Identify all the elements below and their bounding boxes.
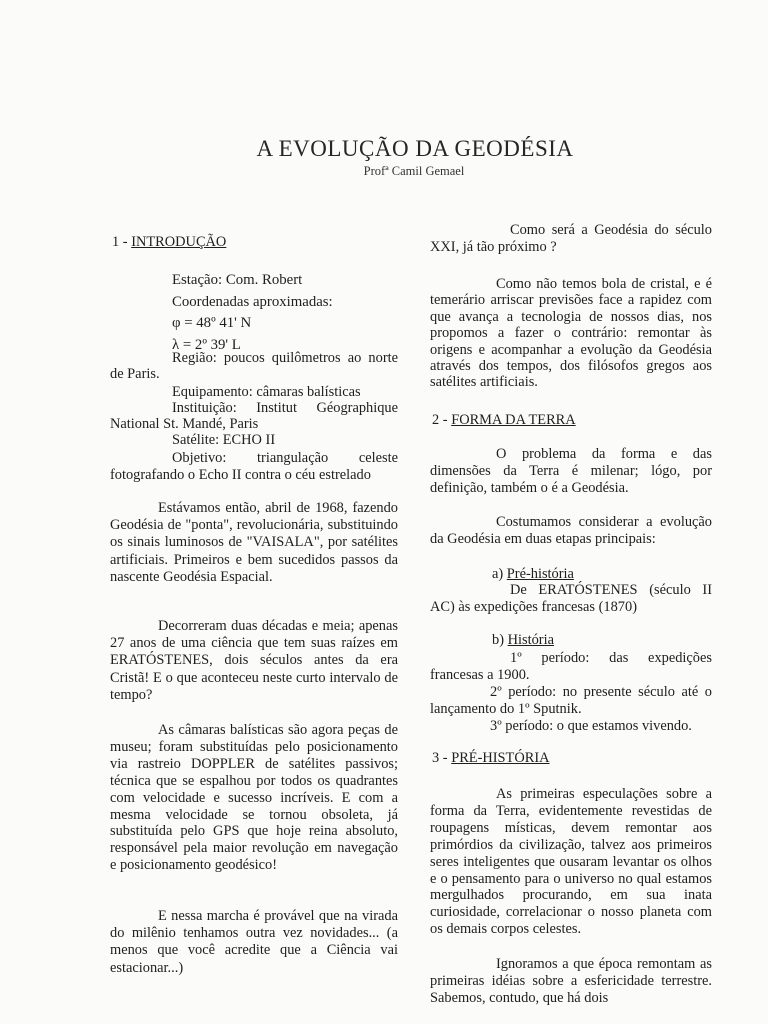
paragraph-camaras: As câmaras balísticas são agora peças de museu; foram substituídas pelo posicionamento via rastreio DOPPLER de satélites passivos; técnica que se espalhou por todos os quadrantes com velocidade e sucesso incríveis. E com a mesma velocidade se tornou obsoleta, já substituída pelo GPS que hoje reina absoluto, responsável pela maior revolução em navegação e posicionamento geodésico! xyxy=(110,722,398,874)
objective-paragraph: Objetivo: triangulação celeste fotografando o Echo II contra o céu estrelado xyxy=(110,450,398,483)
paragraph-especulacoes: As primeiras especulações sobre a forma da Terra, evidentemente revestidas de roupagens místicas, devem remontar aos primórdios da civilização, talvez aos primeiros seres inteligentes que ousaram levantar os olhos e o pensamento para o universo no qual estamos mergulhados procurando, em sua inata curiosidade, correlacionar o nosso planeta com os demais corpos celestes. xyxy=(430,786,712,938)
paragraph-1968: Estávamos então, abril de 1968, fazendo Geodésia de "ponta", revolucionária, substituindo os sinais luminosos de "VAISALA", por satélites artificiais. Primeiros e bem sucedidos passos da nascente Geodésia Espacial. xyxy=(110,500,398,585)
station-line: Estação: Com. Robert xyxy=(172,272,303,288)
paragraph-ignoramos: Ignoramos a que época remontam as primeiras idéias sobre a esfericidade terrestre. Sabemos, contudo, que há dois xyxy=(430,956,712,1007)
item-pre-historia: a) Pré-história xyxy=(492,566,574,582)
paragraph-problema: O problema da forma e das dimensões da Terra é milenar; lógo, por definição, também o é a Geodésia. xyxy=(430,446,712,497)
item-pre-historia-text: De ERATÓSTENES (século II AC) às expedições francesas (1870) xyxy=(430,582,712,616)
section-heading-forma-terra: 2 - FORMA DA TERRA xyxy=(432,412,576,428)
region-paragraph: Região: poucos quilômetros ao norte de Paris. xyxy=(110,350,398,382)
paragraph-decadas: Decorreram duas décadas e meia; apenas 27 anos de uma ciência que tem suas raízes em ERATÓSTENES, dois séculos antes da era Cristã! E o que aconteceu neste curto intervalo de tempo? xyxy=(110,618,398,703)
satellite-line: Satélite: ECHO II xyxy=(172,432,276,448)
station-block xyxy=(172,270,398,356)
station-line: Coordenadas aproximadas: xyxy=(172,293,333,310)
document-author: Profª Camil Gemael xyxy=(363,164,465,178)
paragraph-bola-cristal: Como não temos bola de cristal, e é temerário arriscar previsões face a rapidez com que avança a tecnologia de nossos dias, nos propomos a fazer o contrário: remontar às origens e acompanhar a evolução da Geodésia através dos tempos, dos filósofos gregos aos satélites artificiais. xyxy=(430,276,712,391)
station-line: φ = 48º 41' N xyxy=(172,315,252,331)
equipment-line: Equipamento: câmaras balísticas xyxy=(172,384,361,400)
paragraph-etapas: Costumamos considerar a evolução da Geodésia em duas etapas principais: xyxy=(430,514,712,548)
item-periodo-1: 1º período: das expedições francesas a 1900. xyxy=(430,650,712,684)
section-heading-pre-historia: 3 - PRÉ-HISTÓRIA xyxy=(432,750,550,766)
document-title: A EVOLUÇÃO DA GEODÉSIA xyxy=(256,136,574,161)
item-historia: b) História xyxy=(492,632,554,648)
section-heading-introducao: 1 - INTRODUÇÃO xyxy=(112,234,227,250)
paragraph-milenio: E nessa marcha é provável que na virada do milênio tenhamos outra vez novidades... (a menos que você acredite que a Ciência vai estacionar...) xyxy=(110,908,398,976)
station-line: λ = 2º 39' L xyxy=(172,336,241,353)
institution-paragraph: Instituição: Institut Géographique National St. Mandé, Paris xyxy=(110,400,398,432)
paragraph-seculo-xxi: Como será a Geodésia do século XXI, já tão próximo ? xyxy=(430,222,712,256)
item-periodo-2: 2º período: no presente século até o lançamento do 1º Sputnik. xyxy=(430,684,712,718)
item-periodo-3: 3º período: o que estamos vivendo. xyxy=(490,718,692,734)
